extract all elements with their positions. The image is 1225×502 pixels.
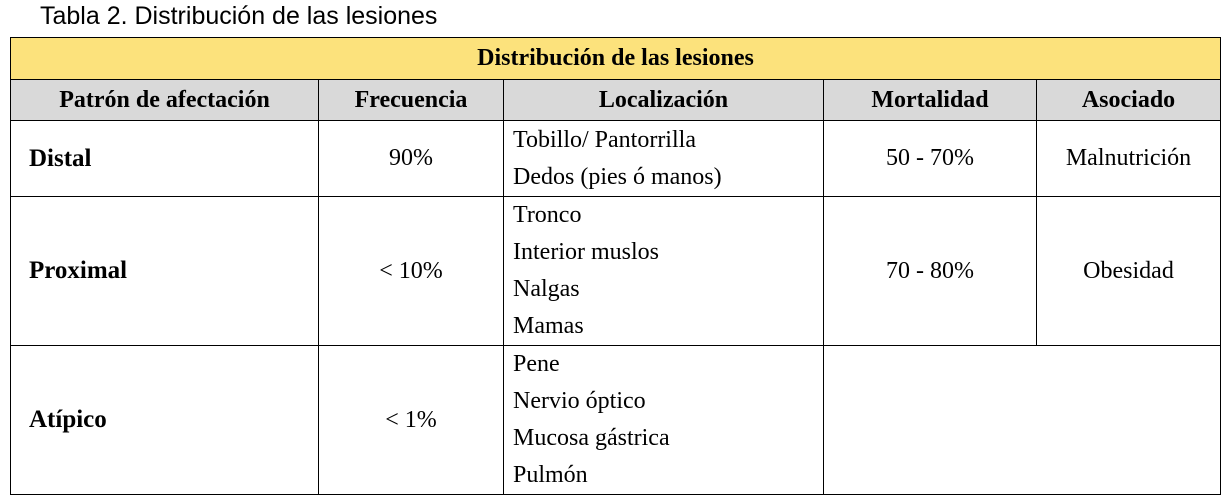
pattern-cell: Atípico bbox=[11, 346, 319, 495]
column-header-frequency: Frecuencia bbox=[319, 80, 504, 121]
location-item: Mamas bbox=[513, 313, 584, 339]
location-cell bbox=[504, 121, 824, 197]
table-title-row bbox=[11, 38, 1221, 80]
associated-cell: Obesidad bbox=[1037, 197, 1221, 346]
table-caption: Tabla 2. Distribución de las lesiones bbox=[40, 2, 438, 30]
table-title: Distribución de las lesiones bbox=[11, 38, 1221, 80]
frequency-cell: 90% bbox=[319, 121, 504, 197]
column-header-associated: Asociado bbox=[1037, 80, 1221, 121]
location-item: Dedos (pies ó manos) bbox=[513, 163, 722, 190]
location-item: Pulmón bbox=[513, 462, 588, 488]
location-item: Mucosa gástrica bbox=[513, 425, 670, 451]
location-item: Nervio óptico bbox=[513, 388, 646, 414]
pattern-cell: Proximal bbox=[11, 197, 319, 346]
lesion-distribution-table bbox=[10, 37, 1221, 495]
column-header-pattern: Patrón de afectación bbox=[11, 80, 319, 121]
table-row bbox=[11, 346, 1221, 495]
table-row bbox=[11, 121, 1221, 197]
location-item: Pene bbox=[513, 351, 560, 377]
table-header-row bbox=[11, 80, 1221, 121]
pattern-cell: Distal bbox=[11, 121, 319, 197]
column-header-mortality: Mortalidad bbox=[824, 80, 1037, 121]
empty-cell bbox=[824, 346, 1221, 495]
location-cell bbox=[504, 197, 824, 346]
location-item: Tronco bbox=[513, 202, 582, 228]
location-item: Nalgas bbox=[513, 276, 580, 302]
frequency-cell: < 10% bbox=[319, 197, 504, 346]
associated-cell: Malnutrición bbox=[1037, 121, 1221, 197]
mortality-cell: 50 - 70% bbox=[824, 121, 1037, 197]
location-item: Tobillo/ Pantorrilla bbox=[513, 126, 696, 153]
frequency-cell: < 1% bbox=[319, 346, 504, 495]
location-item: Interior muslos bbox=[513, 239, 659, 265]
table-row bbox=[11, 197, 1221, 346]
location-cell bbox=[504, 346, 824, 495]
column-header-location: Localización bbox=[504, 80, 824, 121]
mortality-cell: 70 - 80% bbox=[824, 197, 1037, 346]
